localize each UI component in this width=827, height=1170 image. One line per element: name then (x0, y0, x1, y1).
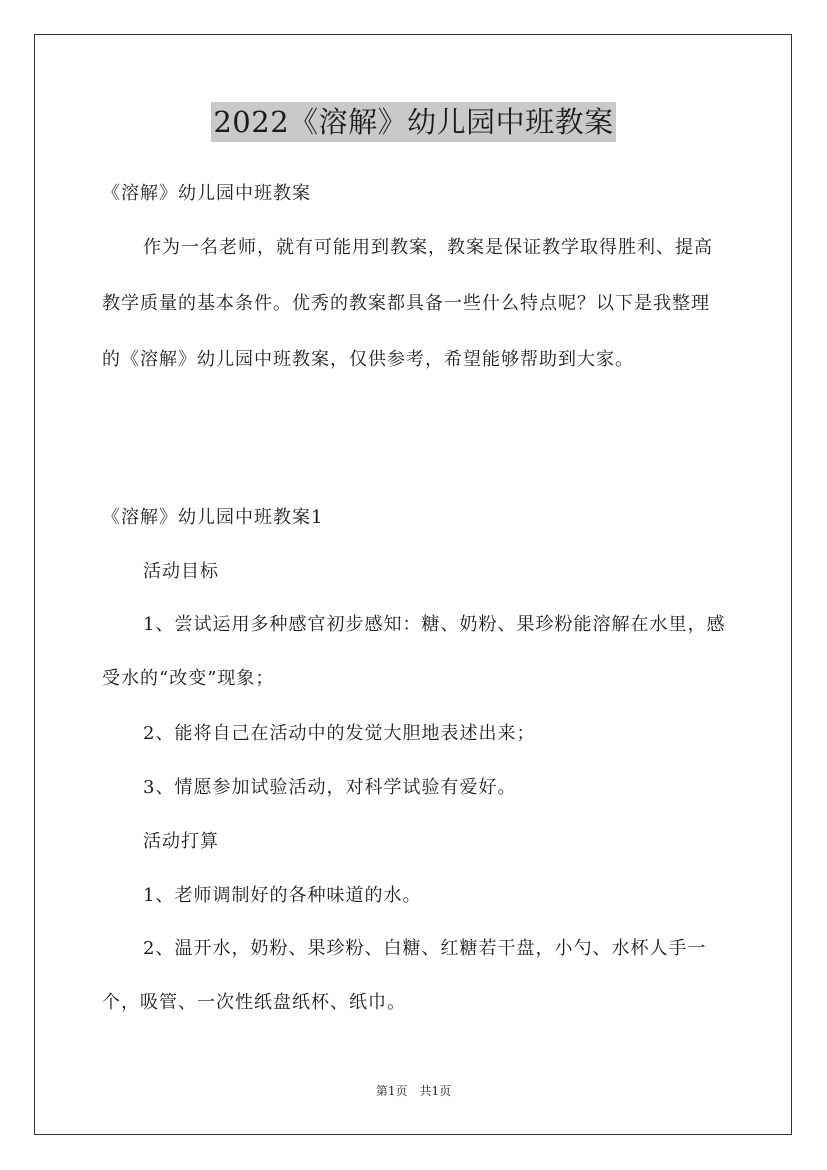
section-title: 《溶解》幼儿园中班教案1 (102, 507, 324, 528)
goal-heading: 活动目标 (143, 561, 219, 582)
page-footer: 第1页 共1页 (375, 1084, 452, 1098)
prep-heading: 活动打算 (143, 831, 219, 852)
prep-item-2: 2、温开水，奶粉、果珍粉、白糖、红糖若干盘，小勺、水杯人手一个，吸管、一次性纸盘纸杯、纸巾。 (102, 938, 707, 1013)
title-container (0, 102, 827, 142)
goal-item-1: 1、尝试运用多种感官初步感知：糖、奶粉、果珍粉能溶解在水里，感受水的“改变”现象； (102, 614, 726, 689)
goal-item-2: 2、能将自己在活动中的发觉大胆地表述出来； (143, 723, 536, 744)
document-title: 2022《溶解》幼儿园中班教案 (211, 102, 615, 142)
goal-item-3: 3、情愿参加试验活动，对科学试验有爱好。 (143, 777, 517, 798)
intro-paragraph: 作为一名老师，就有可能用到教案，教案是保证教学取得胜利、提高教学质量的基本条件。优秀的教案都具备一些什么特点呢？以下是我整理的《溶解》幼儿园中班教案，仅供参考，希望能够帮助到大家。 (102, 237, 713, 370)
document-subtitle: 《溶解》幼儿园中班教案 (102, 183, 311, 204)
prep-item-1: 1、老师调制好的各种味道的水。 (143, 885, 422, 906)
